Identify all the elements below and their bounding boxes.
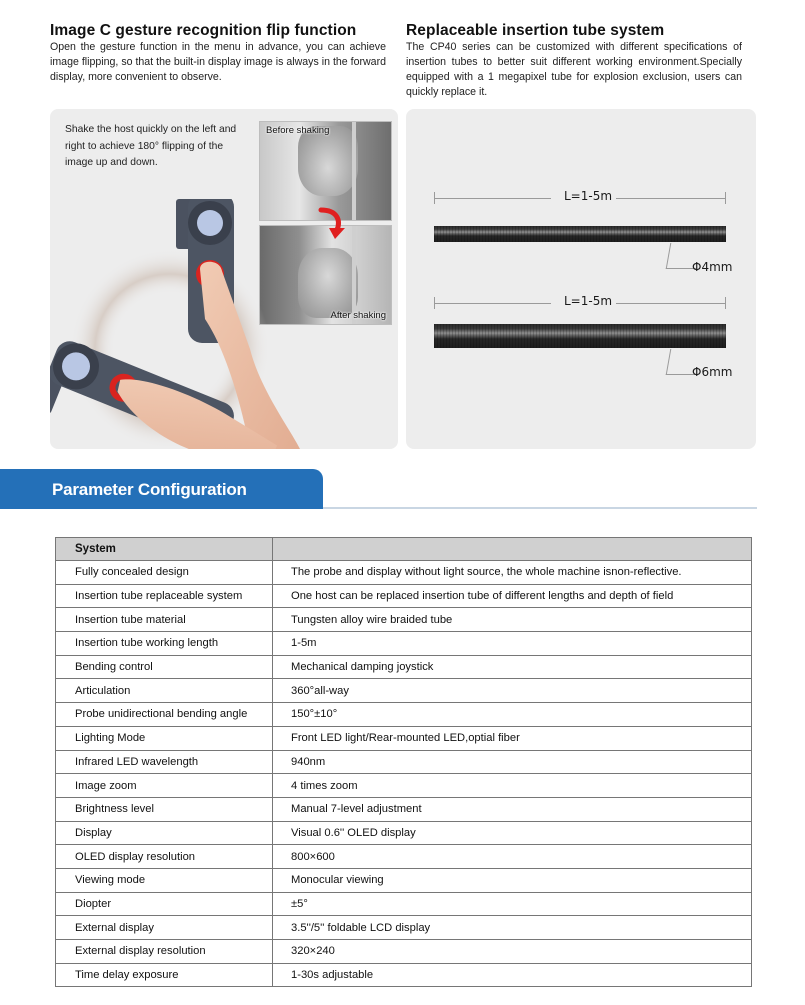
spec-value: ±5° xyxy=(273,892,752,916)
spec-label: Probe unidirectional bending angle xyxy=(56,703,273,727)
spec-value: 800×600 xyxy=(273,845,752,869)
spec-value: 1-30s adjustable xyxy=(273,963,752,987)
parameter-table xyxy=(55,537,752,987)
spec-value: Front LED light/Rear-mounted LED,optial fiber xyxy=(273,726,752,750)
diameter-label: Φ4mm xyxy=(692,260,733,274)
spec-value: 1-5m xyxy=(273,632,752,656)
table-row xyxy=(56,608,752,632)
spec-label: External display resolution xyxy=(56,940,273,964)
table-row xyxy=(56,584,752,608)
spec-label: Lighting Mode xyxy=(56,726,273,750)
gesture-feature xyxy=(50,22,386,85)
gesture-feature-title: Image C gesture recognition flip function xyxy=(50,22,357,39)
tube-feature-description: The CP40 series can be customized with different specifications of insertion tubes to better suit different working environment.Specially equipped with a 1 megapixel tube for explosion exclusion, users can quickly replace it. xyxy=(406,41,742,98)
spec-value: 4 times zoom xyxy=(273,774,752,798)
section-title: Parameter Configuration xyxy=(52,480,247,499)
table-row xyxy=(56,726,752,750)
spec-value: 150°±10° xyxy=(273,703,752,727)
spec-label: Time delay exposure xyxy=(56,963,273,987)
inverted-figure xyxy=(298,126,358,196)
spec-value: 320×240 xyxy=(273,940,752,964)
spec-label: Insertion tube working length xyxy=(56,632,273,656)
spec-label: Image zoom xyxy=(56,774,273,798)
pole xyxy=(352,122,356,220)
gesture-instruction: Shake the host quickly on the left and right to achieve 180° flipping of the image up and down. xyxy=(65,124,237,168)
table-row xyxy=(56,774,752,798)
spec-label: Insertion tube material xyxy=(56,608,273,632)
spec-label: Diopter xyxy=(56,892,273,916)
flip-arrow-icon xyxy=(315,206,349,240)
spec-label: OLED display resolution xyxy=(56,845,273,869)
spec-value: 3.5''/5'' foldable LCD display xyxy=(273,916,752,940)
table-row xyxy=(56,892,752,916)
before-shaking-caption: Before shaking xyxy=(266,125,330,136)
length-label: L=1-5m xyxy=(563,294,613,308)
tube-feature xyxy=(406,22,742,100)
table-row xyxy=(56,916,752,940)
spec-label: Fully concealed design xyxy=(56,561,273,585)
spec-label: Articulation xyxy=(56,679,273,703)
handheld-device-illustration xyxy=(50,199,310,449)
table-row xyxy=(56,561,752,585)
spec-label: Viewing mode xyxy=(56,868,273,892)
spec-label: Brightness level xyxy=(56,797,273,821)
diameter-label: Φ6mm xyxy=(692,365,733,379)
tube-feature-title: Replaceable insertion tube system xyxy=(406,22,665,39)
spec-value: 940nm xyxy=(273,750,752,774)
table-row xyxy=(56,821,752,845)
spec-value: Monocular viewing xyxy=(273,868,752,892)
tube-illustration-panel xyxy=(406,109,756,449)
spec-value: Mechanical damping joystick xyxy=(273,655,752,679)
table-row xyxy=(56,679,752,703)
section-divider xyxy=(323,507,757,509)
spec-label: External display xyxy=(56,916,273,940)
section-header xyxy=(0,469,323,509)
spec-value: The probe and display without light source, the whole machine isnon-reflective. xyxy=(273,561,752,585)
length-dimension xyxy=(434,294,726,309)
length-label: L=1-5m xyxy=(563,189,613,203)
insertion-tube-4mm xyxy=(434,226,726,242)
table-row xyxy=(56,797,752,821)
table-row xyxy=(56,963,752,987)
length-dimension xyxy=(434,189,726,204)
table-header-row xyxy=(56,538,752,561)
spec-value: Visual 0.6'' OLED display xyxy=(273,821,752,845)
spec-value: Tungsten alloy wire braided tube xyxy=(273,608,752,632)
table-row xyxy=(56,940,752,964)
table-row xyxy=(56,868,752,892)
table-header-value xyxy=(273,538,752,561)
gesture-feature-description: Open the gesture function in the menu in advance, you can achieve image flipping, so that the built-in display image is always in the forward display, more convenient to observe. xyxy=(50,41,386,83)
table-row xyxy=(56,632,752,656)
spec-value: One host can be replaced insertion tube of different lengths and depth of field xyxy=(273,584,752,608)
after-shaking-caption: After shaking xyxy=(330,310,386,321)
spec-value: Manual 7-level adjustment xyxy=(273,797,752,821)
spec-label: Display xyxy=(56,821,273,845)
table-header-label: System xyxy=(56,538,273,561)
gesture-illustration-panel xyxy=(50,109,398,449)
table-row xyxy=(56,703,752,727)
spec-value: 360°all-way xyxy=(273,679,752,703)
table-row xyxy=(56,750,752,774)
spec-label: Infrared LED wavelength xyxy=(56,750,273,774)
spec-label: Insertion tube replaceable system xyxy=(56,584,273,608)
insertion-tube-6mm xyxy=(434,324,726,348)
table-row xyxy=(56,655,752,679)
spec-label: Bending control xyxy=(56,655,273,679)
table-row xyxy=(56,845,752,869)
